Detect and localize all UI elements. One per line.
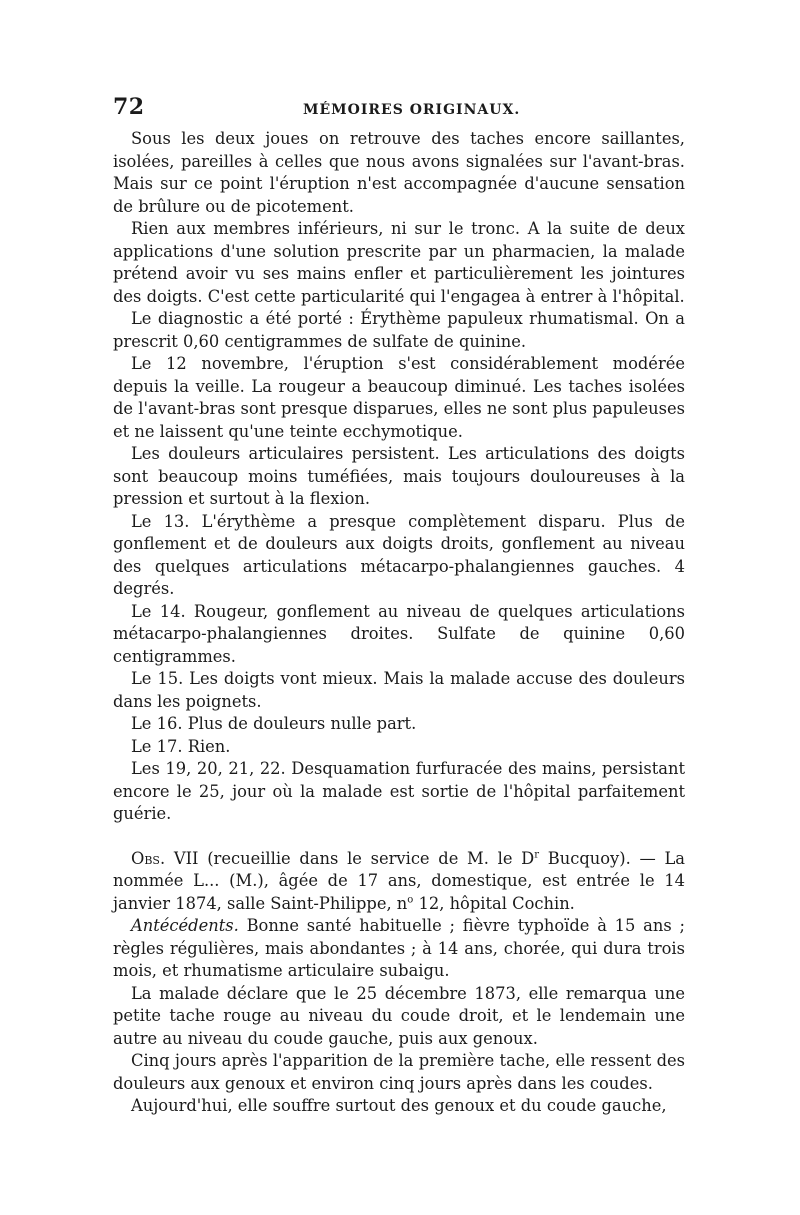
paragraph-antecedents bbox=[113, 915, 685, 983]
paragraph-joint-pain: Les douleurs articulaires persistent. Les articulations des doigts sont beaucoup moins tuméfiées, mais toujours douloureuses à la pression et surtout à la flexion. bbox=[113, 444, 685, 508]
antecedents-label: Antécédents. bbox=[131, 916, 239, 935]
paragraph-diagnosis: Le diagnostic a été porté : Érythème papuleux rhumatismal. On a prescrit 0,60 centigrammes de sulfate de quinine. bbox=[113, 309, 685, 351]
paragraph-day-17: Le 17. Rien. bbox=[131, 736, 231, 756]
observation-label: Obs. VII bbox=[131, 848, 199, 868]
observation-intro-text-2: Bucquoy). — La nommée L... (M.), âgée de 17 ans, domestique, est entrée le 14 janvier 1874, salle Saint-Philippe, n bbox=[113, 848, 685, 913]
paragraph-five-days: Cinq jours après l'apparition de la première tache, elle ressent des douleurs aux genoux et environ cinq jours après dans les coudes. bbox=[113, 1051, 685, 1093]
paragraph-day-15: Le 15. Les doigts vont mieux. Mais la malade accuse des douleurs dans les poignets. bbox=[113, 669, 685, 711]
observation-intro bbox=[113, 848, 685, 916]
doctor-superscript: r bbox=[534, 849, 540, 861]
paragraph-days-19-22: Les 19, 20, 21, 22. Desquamation furfuracée des mains, persistant encore le 25, jour où la malade est sortie de l'hôpital parfaitement guérie. bbox=[113, 759, 685, 823]
page-number: 72 bbox=[113, 94, 145, 120]
observation-intro-text-1: (recueillie dans le service de M. le D bbox=[198, 848, 535, 868]
paragraph-day-16: Le 16. Plus de douleurs nulle part. bbox=[131, 714, 417, 733]
running-title: MÉMOIRES ORIGINAUX. bbox=[303, 102, 521, 118]
antecedents-text: Bonne santé habituelle ; fièvre typhoïde à 15 ans ; règles régulières, mais abondantes ; à 14 ans, chorée, qui dura trois mois, et rhumatisme articulaire subaigu. bbox=[113, 916, 685, 980]
number-superscript: o bbox=[407, 894, 414, 906]
page-header bbox=[113, 94, 685, 120]
paragraph-today: Aujourd'hui, elle souffre surtout des genoux et du coude gauche, bbox=[131, 1096, 667, 1115]
paragraph-cheeks: Sous les deux joues on retrouve des taches encore saillantes, isolées, pareilles à celles que nous avons signalées sur l'avant-bras. Mais sur ce point l'éruption n'est accompagnée d'aucune sensation de brûlure ou de picotement. bbox=[113, 129, 685, 216]
paragraph-day-13: Le 13. L'érythème a presque complètement disparu. Plus de gonflement et de douleurs aux doigts droits, gonflement au niveau des quelques articulations métacarpo-phalangiennes gauches. 4 degrés. bbox=[113, 511, 685, 598]
paragraph-patient-declares: La malade déclare que le 25 décembre 1873, elle remarqua une petite tache rouge au niveau du coude droit, et le lendemain une autre au niveau du coude gauche, puis aux genoux. bbox=[113, 983, 685, 1048]
body-text bbox=[113, 128, 685, 1118]
observation-intro-text-3: 12, hôpital Cochin. bbox=[413, 893, 575, 913]
paragraph-day-14: Le 14. Rougeur, gonflement au niveau de quelques articulations métacarpo-phalangiennes droites. Sulfate de quinine 0,60 centigrammes. bbox=[113, 601, 685, 666]
paragraph-lower-limbs: Rien aux membres inférieurs, ni sur le tronc. A la suite de deux applications d'une solution prescrite par un pharmacien, la malade prétend avoir vu ses mains enfler et particulièrement les jointures des doigts. C'est cette particularité qui l'engagea à entrer à l'hôpital. bbox=[113, 219, 685, 306]
paragraph-nov-12: Le 12 novembre, l'éruption s'est considérablement modérée depuis la veille. La rougeur a beaucoup diminué. Les taches isolées de l'avant-bras sont presque disparues, elles ne sont plus papuleuses et ne laissent qu'une teinte ecchymotique. bbox=[113, 354, 685, 441]
